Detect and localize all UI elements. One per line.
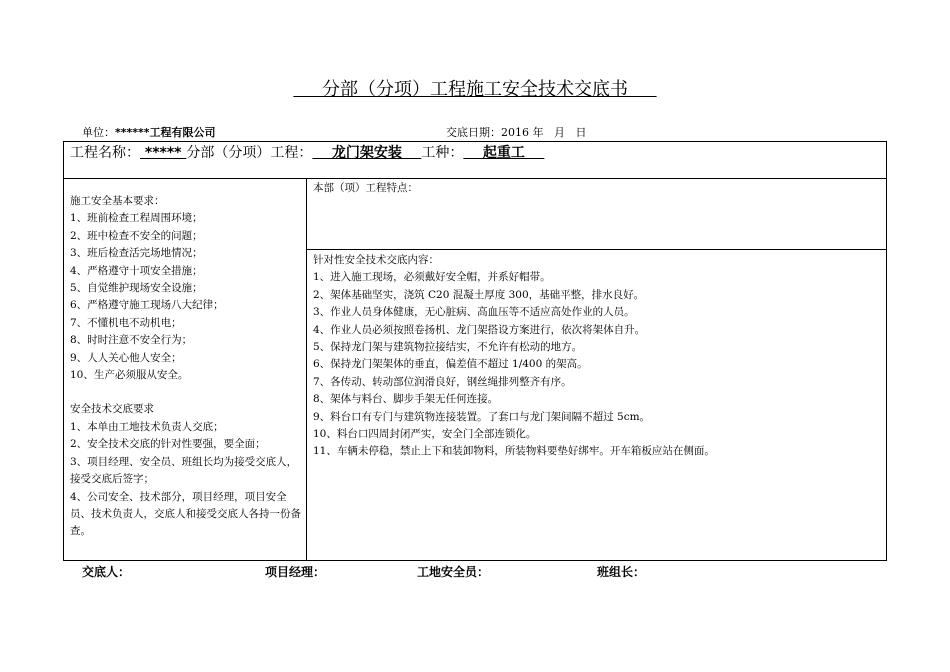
list-item: 2、班中检查不安全的问题； [70,229,203,242]
list-item: 7、不懂机电不动机电； [70,316,182,329]
project-name-label: 工程名称： [70,145,140,161]
list-item: 4、公司安全、技术部分，项目经理，项目安全员、技术负责人，交底人和接受交底人各持一份备查。 [70,490,301,538]
list-item: 8、时时注意不安全行为； [70,334,193,347]
list-item: 6、保持龙门架架体的垂直，偏差值不超过 1/400 的架高。 [313,358,588,371]
project-features-label: 本部（项）工程特点： [313,182,418,194]
table-divider-top [63,178,887,179]
list-item: 2、安全技术交底的针对性要强，要全面； [70,438,266,451]
list-item: 7、各传动、转动部位润滑良好，钢丝绳排列整齐有序。 [313,375,572,388]
list-item: 5、保持龙门架与建筑物拉接结实，不允许有松动的地方。 [313,341,583,354]
project-name-value: ***** [140,145,187,161]
subproject-label: 分部（分项）工程： [186,145,313,161]
list-item: 8、架体与料台、脚步手架无任何连接。 [313,393,499,406]
list-item: 1、进入施工现场，必须戴好安全帽，并系好帽带。 [313,271,551,284]
unit-value: ******工程有限公司 [115,126,216,139]
list-item: 10、料台口四周封闭严实，安全门全部连锁化。 [313,428,537,441]
list-item: 4、严格遵守十项安全措施； [70,264,203,277]
project-row [70,144,544,162]
list-item: 3、班后检查活完场地情况； [70,247,203,260]
technical-disclosure-title: 针对性安全技术交底内容： [313,254,439,266]
spacer [70,384,302,401]
trade-label: 工种： [421,145,464,161]
signature-project-manager: 项目经理： [265,565,326,579]
table-divider-vertical [306,178,307,561]
list-item: 1、班前检查工程周围环境； [70,212,203,225]
trade-value: 起重工 [463,145,545,161]
disclosure-requirements-title: 安全技术交底要求 [70,403,154,416]
list-item: 5、自觉维护现场安全设施； [70,282,203,295]
list-item: 4、作业人员必须按照卷扬机、龙门架搭设方案进行，依次将架体自升。 [313,323,646,336]
list-item: 6、严格遵守施工现场八大纪律； [70,299,224,312]
basic-requirements-title: 施工安全基本要求： [70,195,165,207]
left-requirements [70,193,302,541]
subproject-value: 龙门架安装 [312,145,422,161]
signature-site-safety-officer: 工地安全员： [417,565,490,579]
list-item: 11、车辆未停稳，禁止上下和装卸物料，所装物料要垫好绑牢。开车箱板应站在侧面。 [313,445,715,458]
list-item: 9、料台口有专门与建筑物连接装置。了套口与龙门架间隔不超过 5cm。 [313,410,651,423]
list-item: 3、项目经理、安全员、班组长均为接受交底人，接受交底后签字； [70,455,298,486]
unit-line [82,126,216,140]
list-item: 1、本单由工地技术负责人交底； [70,420,224,433]
signature-discloser: 交底人： [82,565,131,579]
list-item: 3、作业人员身体健康，无心脏病、高血压等不适应高处作业的人员。 [313,306,635,319]
list-item: 10、生产必须服从安全。 [70,369,189,382]
list-item: 9、人人关心他人安全； [70,351,182,364]
disclosure-date: 交底日期：2016 年 月 日 [446,126,587,139]
table-divider-right [306,249,887,250]
technical-disclosure [313,252,879,461]
list-item: 2、架体基础坚实，浇筑 C20 混凝土厚度 300，基础平整，排水良好。 [313,288,645,301]
unit-label: 单位： [82,126,115,139]
signature-team-leader: 班组长： [597,565,646,579]
document-title: 分部（分项）工程施工安全技术交底书 [322,79,628,100]
